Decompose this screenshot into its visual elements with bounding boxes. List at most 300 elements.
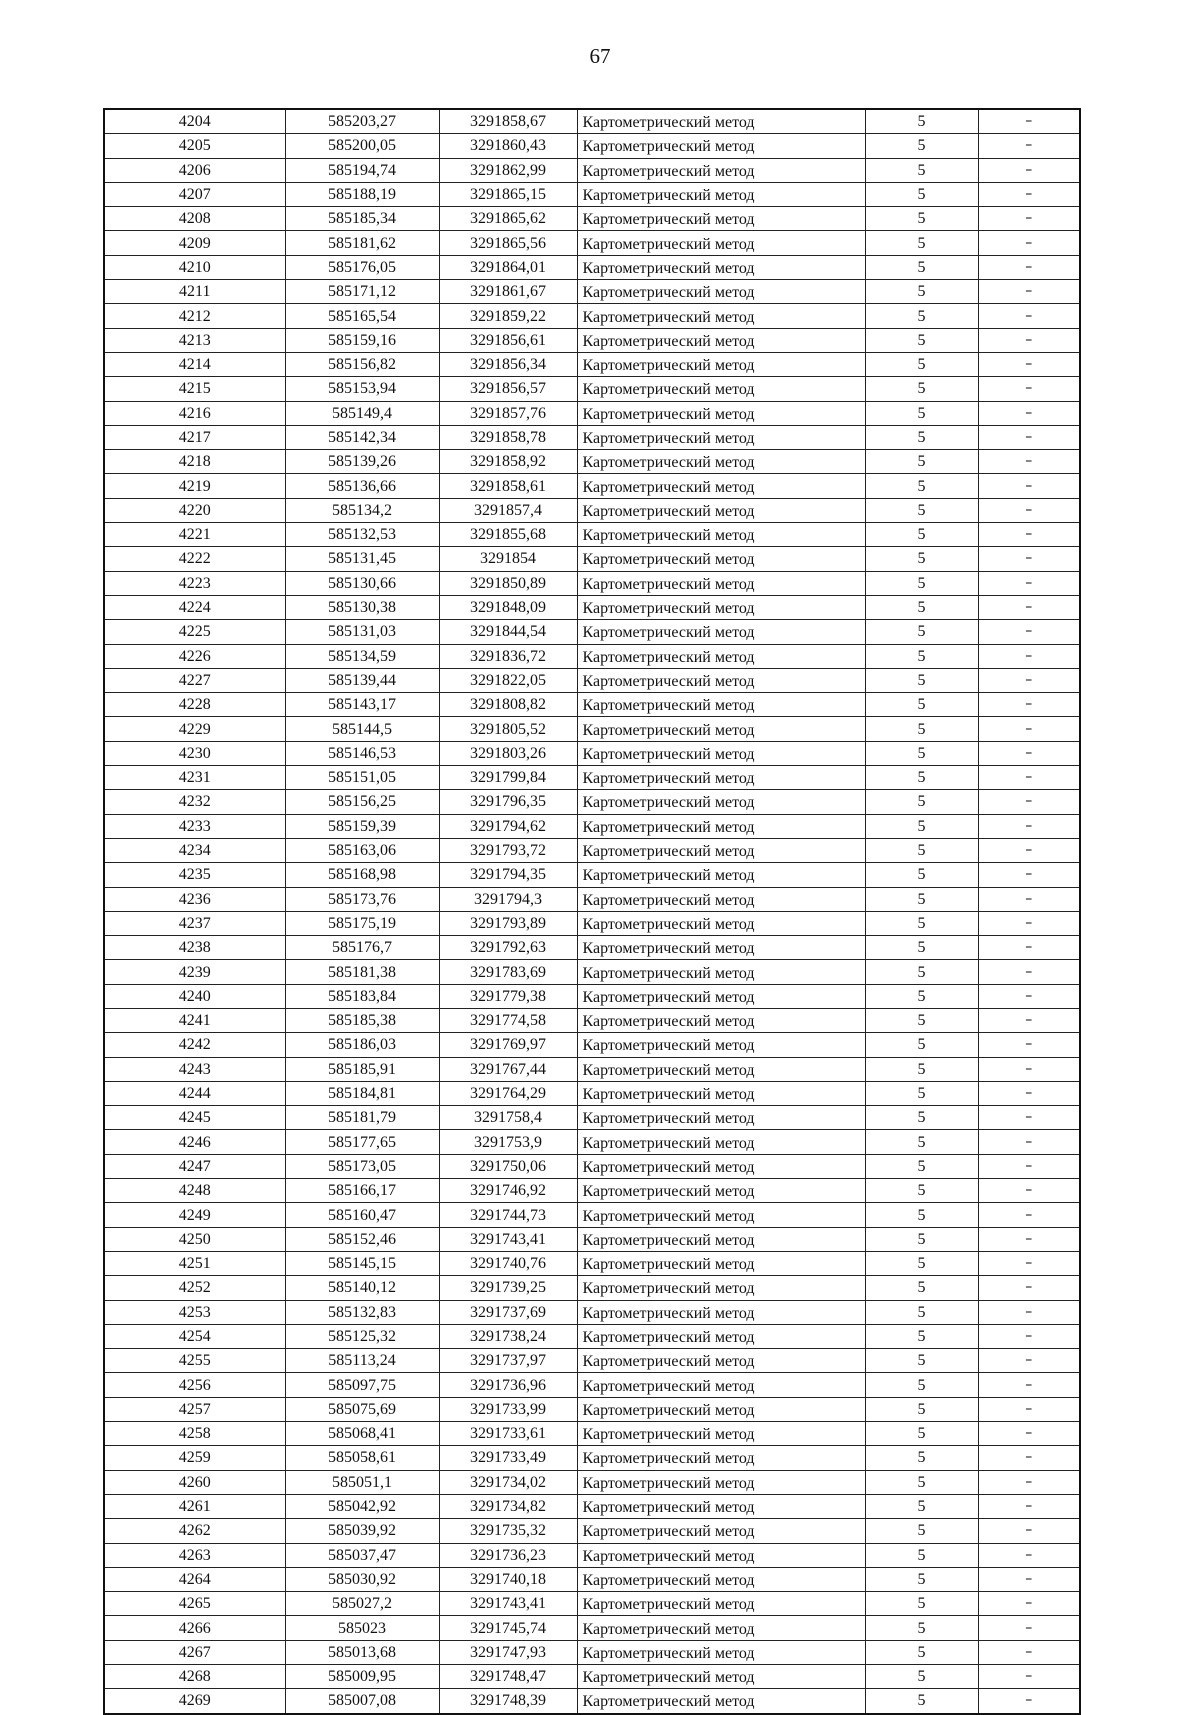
method-cell: Картометрический метод [577,207,865,231]
accuracy-cell: 5 [865,401,978,425]
note-cell: – [978,1203,1080,1227]
table-row [104,620,1080,644]
table-row [104,547,1080,571]
y-coordinate-cell: 3291743,41 [439,1227,577,1251]
x-coordinate-cell: 585139,26 [285,450,439,474]
y-coordinate-cell: 3291805,52 [439,717,577,741]
point-number-cell: 4244 [104,1081,285,1105]
point-number-cell: 4261 [104,1494,285,1518]
point-number-cell: 4227 [104,668,285,692]
x-coordinate-cell: 585159,39 [285,814,439,838]
method-cell: Картометрический метод [577,1689,865,1714]
y-coordinate-cell: 3291794,62 [439,814,577,838]
note-cell: – [978,425,1080,449]
point-number-cell: 4231 [104,766,285,790]
table-row [104,207,1080,231]
y-coordinate-cell: 3291857,4 [439,498,577,522]
accuracy-cell: 5 [865,1203,978,1227]
note-cell: – [978,717,1080,741]
point-number-cell: 4214 [104,352,285,376]
x-coordinate-cell: 585130,38 [285,595,439,619]
method-cell: Картометрический метод [577,1446,865,1470]
point-number-cell: 4256 [104,1373,285,1397]
table-row [104,1106,1080,1130]
point-number-cell: 4211 [104,280,285,304]
point-number-cell: 4267 [104,1640,285,1664]
point-number-cell: 4230 [104,741,285,765]
accuracy-cell: 5 [865,231,978,255]
method-cell: Картометрический метод [577,1106,865,1130]
x-coordinate-cell: 585027,2 [285,1592,439,1616]
accuracy-cell: 5 [865,1519,978,1543]
y-coordinate-cell: 3291744,73 [439,1203,577,1227]
x-coordinate-cell: 585132,53 [285,523,439,547]
table-row [104,1519,1080,1543]
x-coordinate-cell: 585097,75 [285,1373,439,1397]
accuracy-cell: 5 [865,1494,978,1518]
y-coordinate-cell: 3291844,54 [439,620,577,644]
accuracy-cell: 5 [865,1567,978,1591]
table-row [104,984,1080,1008]
note-cell: – [978,474,1080,498]
point-number-cell: 4234 [104,838,285,862]
table-row [104,1689,1080,1714]
y-coordinate-cell: 3291779,38 [439,984,577,1008]
method-cell: Картометрический метод [577,255,865,279]
point-number-cell: 4207 [104,182,285,206]
accuracy-cell: 5 [865,571,978,595]
note-cell: – [978,304,1080,328]
accuracy-cell: 5 [865,182,978,206]
table-row [104,1130,1080,1154]
accuracy-cell: 5 [865,1470,978,1494]
table-row [104,1592,1080,1616]
method-cell: Картометрический метод [577,109,865,134]
note-cell: – [978,255,1080,279]
y-coordinate-cell: 3291764,29 [439,1081,577,1105]
accuracy-cell: 5 [865,717,978,741]
table-row [104,1397,1080,1421]
point-number-cell: 4254 [104,1324,285,1348]
accuracy-cell: 5 [865,1227,978,1251]
y-coordinate-cell: 3291860,43 [439,134,577,158]
method-cell: Картометрический метод [577,1300,865,1324]
accuracy-cell: 5 [865,377,978,401]
y-coordinate-cell: 3291862,99 [439,158,577,182]
y-coordinate-cell: 3291748,47 [439,1665,577,1689]
y-coordinate-cell: 3291803,26 [439,741,577,765]
y-coordinate-cell: 3291857,76 [439,401,577,425]
y-coordinate-cell: 3291758,4 [439,1106,577,1130]
point-number-cell: 4229 [104,717,285,741]
accuracy-cell: 5 [865,668,978,692]
method-cell: Картометрический метод [577,1567,865,1591]
method-cell: Картометрический метод [577,693,865,717]
note-cell: – [978,644,1080,668]
point-number-cell: 4204 [104,109,285,134]
x-coordinate-cell: 585075,69 [285,1397,439,1421]
table-row [104,960,1080,984]
note-cell: – [978,1519,1080,1543]
accuracy-cell: 5 [865,1349,978,1373]
note-cell: – [978,741,1080,765]
y-coordinate-cell: 3291848,09 [439,595,577,619]
accuracy-cell: 5 [865,814,978,838]
y-coordinate-cell: 3291856,57 [439,377,577,401]
x-coordinate-cell: 585151,05 [285,766,439,790]
point-number-cell: 4233 [104,814,285,838]
table-row [104,1154,1080,1178]
table-row [104,595,1080,619]
method-cell: Картометрический метод [577,960,865,984]
y-coordinate-cell: 3291733,61 [439,1422,577,1446]
table-row [104,280,1080,304]
accuracy-cell: 5 [865,693,978,717]
y-coordinate-cell: 3291854 [439,547,577,571]
note-cell: – [978,158,1080,182]
point-number-cell: 4223 [104,571,285,595]
accuracy-cell: 5 [865,207,978,231]
method-cell: Картометрический метод [577,936,865,960]
note-cell: – [978,450,1080,474]
point-number-cell: 4239 [104,960,285,984]
x-coordinate-cell: 585152,46 [285,1227,439,1251]
table-row [104,1300,1080,1324]
table-row [104,668,1080,692]
x-coordinate-cell: 585139,44 [285,668,439,692]
note-cell: – [978,109,1080,134]
note-cell: – [978,595,1080,619]
accuracy-cell: 5 [865,450,978,474]
accuracy-cell: 5 [865,838,978,862]
point-number-cell: 4213 [104,328,285,352]
y-coordinate-cell: 3291794,3 [439,887,577,911]
point-number-cell: 4265 [104,1592,285,1616]
y-coordinate-cell: 3291769,97 [439,1033,577,1057]
accuracy-cell: 5 [865,1422,978,1446]
note-cell: – [978,766,1080,790]
y-coordinate-cell: 3291745,74 [439,1616,577,1640]
point-number-cell: 4212 [104,304,285,328]
accuracy-cell: 5 [865,936,978,960]
x-coordinate-cell: 585013,68 [285,1640,439,1664]
y-coordinate-cell: 3291774,58 [439,1008,577,1032]
point-number-cell: 4250 [104,1227,285,1251]
table-row [104,1494,1080,1518]
table-row [104,1251,1080,1275]
point-number-cell: 4217 [104,425,285,449]
accuracy-cell: 5 [865,911,978,935]
table-row [104,158,1080,182]
point-number-cell: 4269 [104,1689,285,1714]
x-coordinate-cell: 585186,03 [285,1033,439,1057]
accuracy-cell: 5 [865,1543,978,1567]
coordinates-table [103,108,1081,1715]
note-cell: – [978,1616,1080,1640]
y-coordinate-cell: 3291740,18 [439,1567,577,1591]
accuracy-cell: 5 [865,1251,978,1275]
table-row [104,814,1080,838]
point-number-cell: 4224 [104,595,285,619]
x-coordinate-cell: 585030,92 [285,1567,439,1591]
point-number-cell: 4248 [104,1179,285,1203]
x-coordinate-cell: 585160,47 [285,1203,439,1227]
method-cell: Картометрический метод [577,134,865,158]
point-number-cell: 4206 [104,158,285,182]
y-coordinate-cell: 3291793,89 [439,911,577,935]
accuracy-cell: 5 [865,523,978,547]
accuracy-cell: 5 [865,474,978,498]
note-cell: – [978,1081,1080,1105]
x-coordinate-cell: 585181,79 [285,1106,439,1130]
y-coordinate-cell: 3291734,02 [439,1470,577,1494]
accuracy-cell: 5 [865,1057,978,1081]
note-cell: – [978,1543,1080,1567]
method-cell: Картометрический метод [577,377,865,401]
method-cell: Картометрический метод [577,571,865,595]
x-coordinate-cell: 585185,38 [285,1008,439,1032]
method-cell: Картометрический метод [577,1203,865,1227]
x-coordinate-cell: 585058,61 [285,1446,439,1470]
accuracy-cell: 5 [865,1640,978,1664]
method-cell: Картометрический метод [577,1179,865,1203]
point-number-cell: 4264 [104,1567,285,1591]
table-row [104,1324,1080,1348]
point-number-cell: 4216 [104,401,285,425]
accuracy-cell: 5 [865,158,978,182]
coordinates-table-body [104,109,1080,1714]
note-cell: – [978,1640,1080,1664]
accuracy-cell: 5 [865,352,978,376]
table-row [104,790,1080,814]
method-cell: Картометрический метод [577,352,865,376]
method-cell: Картометрический метод [577,1592,865,1616]
accuracy-cell: 5 [865,1446,978,1470]
y-coordinate-cell: 3291736,96 [439,1373,577,1397]
accuracy-cell: 5 [865,1276,978,1300]
x-coordinate-cell: 585131,03 [285,620,439,644]
point-number-cell: 4255 [104,1349,285,1373]
note-cell: – [978,352,1080,376]
x-coordinate-cell: 585156,25 [285,790,439,814]
y-coordinate-cell: 3291822,05 [439,668,577,692]
note-cell: – [978,838,1080,862]
method-cell: Картометрический метод [577,717,865,741]
note-cell: – [978,1689,1080,1714]
method-cell: Картометрический метод [577,887,865,911]
table-row [104,571,1080,595]
table-row [104,741,1080,765]
note-cell: – [978,887,1080,911]
x-coordinate-cell: 585156,82 [285,352,439,376]
accuracy-cell: 5 [865,790,978,814]
y-coordinate-cell: 3291856,61 [439,328,577,352]
table-row [104,498,1080,522]
note-cell: – [978,134,1080,158]
accuracy-cell: 5 [865,1081,978,1105]
x-coordinate-cell: 585113,24 [285,1349,439,1373]
x-coordinate-cell: 585183,84 [285,984,439,1008]
y-coordinate-cell: 3291836,72 [439,644,577,668]
point-number-cell: 4221 [104,523,285,547]
method-cell: Картометрический метод [577,450,865,474]
point-number-cell: 4232 [104,790,285,814]
point-number-cell: 4237 [104,911,285,935]
table-row [104,352,1080,376]
note-cell: – [978,328,1080,352]
accuracy-cell: 5 [865,1592,978,1616]
accuracy-cell: 5 [865,1179,978,1203]
accuracy-cell: 5 [865,887,978,911]
note-cell: – [978,1470,1080,1494]
method-cell: Картометрический метод [577,1543,865,1567]
method-cell: Картометрический метод [577,1008,865,1032]
note-cell: – [978,620,1080,644]
method-cell: Картометрический метод [577,231,865,255]
method-cell: Картометрический метод [577,1276,865,1300]
note-cell: – [978,401,1080,425]
note-cell: – [978,1227,1080,1251]
point-number-cell: 4245 [104,1106,285,1130]
x-coordinate-cell: 585173,76 [285,887,439,911]
accuracy-cell: 5 [865,547,978,571]
y-coordinate-cell: 3291735,32 [439,1519,577,1543]
table-row [104,1446,1080,1470]
note-cell: – [978,231,1080,255]
method-cell: Картометрический метод [577,1665,865,1689]
method-cell: Картометрический метод [577,863,865,887]
note-cell: – [978,1349,1080,1373]
table-row [104,425,1080,449]
note-cell: – [978,207,1080,231]
accuracy-cell: 5 [865,863,978,887]
method-cell: Картометрический метод [577,766,865,790]
table-row [104,1470,1080,1494]
method-cell: Картометрический метод [577,1640,865,1664]
method-cell: Картометрический метод [577,1154,865,1178]
method-cell: Картометрический метод [577,644,865,668]
accuracy-cell: 5 [865,1154,978,1178]
table-row [104,1616,1080,1640]
method-cell: Картометрический метод [577,668,865,692]
point-number-cell: 4258 [104,1422,285,1446]
note-cell: – [978,1592,1080,1616]
x-coordinate-cell: 585037,47 [285,1543,439,1567]
point-number-cell: 4268 [104,1665,285,1689]
note-cell: – [978,1494,1080,1518]
note-cell: – [978,1276,1080,1300]
table-row [104,717,1080,741]
method-cell: Картометрический метод [577,911,865,935]
table-row [104,1543,1080,1567]
accuracy-cell: 5 [865,425,978,449]
point-number-cell: 4209 [104,231,285,255]
accuracy-cell: 5 [865,984,978,1008]
y-coordinate-cell: 3291858,67 [439,109,577,134]
x-coordinate-cell: 585171,12 [285,280,439,304]
note-cell: – [978,377,1080,401]
y-coordinate-cell: 3291858,92 [439,450,577,474]
note-cell: – [978,984,1080,1008]
point-number-cell: 4222 [104,547,285,571]
table-row [104,328,1080,352]
method-cell: Картометрический метод [577,838,865,862]
accuracy-cell: 5 [865,644,978,668]
method-cell: Картометрический метод [577,1616,865,1640]
x-coordinate-cell: 585194,74 [285,158,439,182]
x-coordinate-cell: 585007,08 [285,1689,439,1714]
accuracy-cell: 5 [865,595,978,619]
note-cell: – [978,182,1080,206]
y-coordinate-cell: 3291747,93 [439,1640,577,1664]
point-number-cell: 4210 [104,255,285,279]
point-number-cell: 4236 [104,887,285,911]
x-coordinate-cell: 585177,65 [285,1130,439,1154]
table-row [104,1640,1080,1664]
point-number-cell: 4266 [104,1616,285,1640]
note-cell: – [978,1130,1080,1154]
note-cell: – [978,1057,1080,1081]
x-coordinate-cell: 585185,91 [285,1057,439,1081]
x-coordinate-cell: 585203,27 [285,109,439,134]
note-cell: – [978,1251,1080,1275]
x-coordinate-cell: 585136,66 [285,474,439,498]
table-row [104,838,1080,862]
point-number-cell: 4249 [104,1203,285,1227]
method-cell: Картометрический метод [577,1251,865,1275]
table-row [104,1349,1080,1373]
y-coordinate-cell: 3291850,89 [439,571,577,595]
method-cell: Картометрический метод [577,1422,865,1446]
table-row [104,231,1080,255]
table-row [104,766,1080,790]
method-cell: Картометрический метод [577,182,865,206]
table-row [104,1276,1080,1300]
y-coordinate-cell: 3291739,25 [439,1276,577,1300]
accuracy-cell: 5 [865,109,978,134]
note-cell: – [978,693,1080,717]
table-row [104,255,1080,279]
x-coordinate-cell: 585144,5 [285,717,439,741]
y-coordinate-cell: 3291746,92 [439,1179,577,1203]
y-coordinate-cell: 3291738,24 [439,1324,577,1348]
x-coordinate-cell: 585039,92 [285,1519,439,1543]
table-row [104,644,1080,668]
method-cell: Картометрический метод [577,790,865,814]
accuracy-cell: 5 [865,960,978,984]
x-coordinate-cell: 585200,05 [285,134,439,158]
y-coordinate-cell: 3291753,9 [439,1130,577,1154]
accuracy-cell: 5 [865,134,978,158]
y-coordinate-cell: 3291799,84 [439,766,577,790]
note-cell: – [978,547,1080,571]
table-row [104,1008,1080,1032]
note-cell: – [978,498,1080,522]
note-cell: – [978,911,1080,935]
accuracy-cell: 5 [865,1130,978,1154]
table-row [104,1033,1080,1057]
point-number-cell: 4240 [104,984,285,1008]
method-cell: Картометрический метод [577,741,865,765]
table-row [104,863,1080,887]
accuracy-cell: 5 [865,328,978,352]
point-number-cell: 4241 [104,1008,285,1032]
point-number-cell: 4225 [104,620,285,644]
table-row [104,911,1080,935]
x-coordinate-cell: 585140,12 [285,1276,439,1300]
x-coordinate-cell: 585173,05 [285,1154,439,1178]
note-cell: – [978,1154,1080,1178]
